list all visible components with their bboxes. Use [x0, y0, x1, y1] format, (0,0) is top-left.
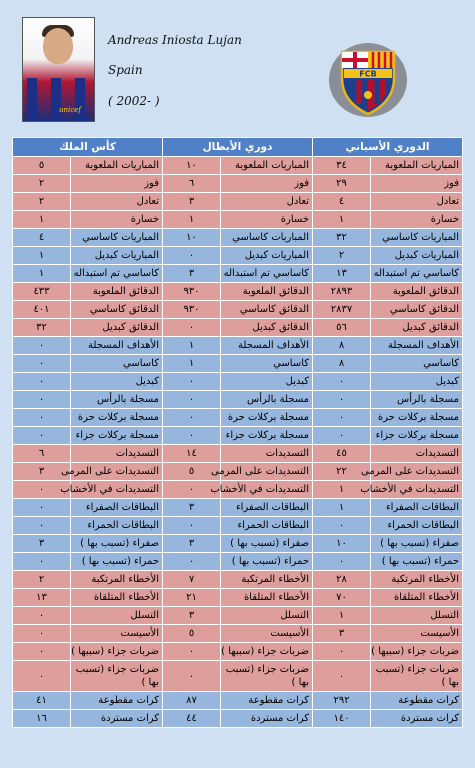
- table-row: [13, 481, 463, 499]
- table-row: [13, 445, 463, 463]
- stat-value: ١٤: [163, 445, 221, 463]
- stat-label: كرات مستردة: [221, 710, 313, 728]
- stat-label: ضربات جزاء (تسبب بها ): [71, 661, 163, 692]
- stat-value: ١: [313, 211, 371, 229]
- table-row: [13, 301, 463, 319]
- stat-label: كرات مقطوعة: [221, 692, 313, 710]
- stat-label: كرات مقطوعة: [71, 692, 163, 710]
- stat-label: الأخطاء المتلقاة: [221, 589, 313, 607]
- stat-value: ١: [163, 355, 221, 373]
- stat-label: مسجلة بالرأس: [71, 391, 163, 409]
- stat-value: ١: [163, 211, 221, 229]
- stat-value: ٧٠: [313, 589, 371, 607]
- table-row: [13, 517, 463, 535]
- stat-value: ٠: [13, 409, 71, 427]
- stats-table: [12, 137, 463, 728]
- stat-value: ١٣: [313, 265, 371, 283]
- stat-label: الأخطاء المتلقاة: [71, 589, 163, 607]
- stat-label: الدقائق كاساسي: [221, 301, 313, 319]
- table-row: [13, 247, 463, 265]
- stat-label: التسلل: [371, 607, 463, 625]
- table-row: [13, 607, 463, 625]
- stat-label: المباريات كاساسي: [371, 229, 463, 247]
- stat-label: ضربات جزاء (سببها ): [221, 643, 313, 661]
- stat-value: ١: [13, 265, 71, 283]
- stat-value: ٣: [163, 265, 221, 283]
- stat-value: ٣٢: [313, 229, 371, 247]
- stat-value: ٣: [163, 535, 221, 553]
- stat-label: فوز: [221, 175, 313, 193]
- table-row: [13, 499, 463, 517]
- stat-label: الدقائق كبديل: [71, 319, 163, 337]
- stat-label: مسجلة بركلات جزاء: [71, 427, 163, 445]
- stat-value: ٨: [313, 355, 371, 373]
- stat-label: التسديدات في الأخشاب: [71, 481, 163, 499]
- player-country: Spain: [108, 63, 143, 77]
- stat-label: كبديل: [71, 373, 163, 391]
- stat-label: الأسيست: [71, 625, 163, 643]
- table-row: [13, 355, 463, 373]
- stat-label: الأخطاء المرتكبة: [221, 571, 313, 589]
- kit-sponsor-text: unicef: [59, 106, 81, 114]
- stat-label: كبديل: [371, 373, 463, 391]
- stat-label: كاساسي: [371, 355, 463, 373]
- table-row: [13, 211, 463, 229]
- stat-value: ٠: [313, 643, 371, 661]
- stat-value: ٠: [313, 373, 371, 391]
- stat-label: الأخطاء المرتكبة: [371, 571, 463, 589]
- stat-value: ١٠: [163, 229, 221, 247]
- stat-value: ٠: [313, 409, 371, 427]
- stat-value: ١: [313, 481, 371, 499]
- stat-label: المباريات كاساسي: [71, 229, 163, 247]
- table-row: [13, 265, 463, 283]
- stat-label: مسجلة بركلات حرة: [221, 409, 313, 427]
- stat-value: ٠: [163, 319, 221, 337]
- stat-value: ٢: [13, 175, 71, 193]
- stat-value: ٢٩٢: [313, 692, 371, 710]
- stat-label: الدقائق الملعوبة: [71, 283, 163, 301]
- stat-label: خسارة: [221, 211, 313, 229]
- stat-value: ٠: [13, 427, 71, 445]
- stat-value: ٠: [13, 643, 71, 661]
- stat-label: المباريات الملعوبة: [221, 157, 313, 175]
- stat-label: الأخطاء المتلقاة: [371, 589, 463, 607]
- stat-value: ٥: [163, 625, 221, 643]
- stat-label: كبديل: [221, 373, 313, 391]
- stat-value: ٠: [163, 427, 221, 445]
- stat-value: ٥٦: [313, 319, 371, 337]
- stat-value: ٣٢: [13, 319, 71, 337]
- table-row: [13, 553, 463, 571]
- stat-label: البطاقات الحمراء: [221, 517, 313, 535]
- stat-value: ٥: [13, 157, 71, 175]
- stat-label: التسديدات في الأخشاب: [371, 481, 463, 499]
- stat-value: ٠: [13, 517, 71, 535]
- stat-label: تعادل: [371, 193, 463, 211]
- col-header-la-liga: الدوري الأسباني: [313, 138, 463, 157]
- stat-label: التسلل: [221, 607, 313, 625]
- stat-label: صفراء (تسبب بها ): [71, 535, 163, 553]
- stat-label: فوز: [371, 175, 463, 193]
- profile-header: [0, 0, 475, 135]
- player-photo: [22, 17, 95, 122]
- stat-value: ٢٨٩٣: [313, 283, 371, 301]
- table-row: [13, 535, 463, 553]
- stat-value: ٣: [13, 463, 71, 481]
- stat-label: تعادل: [221, 193, 313, 211]
- stat-label: المباريات الملعوبة: [371, 157, 463, 175]
- table-row: [13, 427, 463, 445]
- stat-value: ٥: [163, 463, 221, 481]
- stat-label: الدقائق الملعوبة: [221, 283, 313, 301]
- stat-label: المباريات الملعوبة: [71, 157, 163, 175]
- stat-value: ٠: [13, 553, 71, 571]
- stat-label: صفراء (تسبب بها ): [371, 535, 463, 553]
- stat-value: ٢٩: [313, 175, 371, 193]
- stat-label: مسجلة بركلات جزاء: [221, 427, 313, 445]
- table-row: [13, 373, 463, 391]
- table-row: [13, 409, 463, 427]
- col-header-champions-league: دوري الأبطال: [163, 138, 313, 157]
- stat-label: الدقائق كاساسي: [371, 301, 463, 319]
- stat-value: ٤: [13, 229, 71, 247]
- stat-label: كاساسي: [71, 355, 163, 373]
- stat-value: ٠: [13, 625, 71, 643]
- table-row: [13, 710, 463, 728]
- stat-label: الأسيست: [221, 625, 313, 643]
- stat-value: ٤٥: [313, 445, 371, 463]
- stat-value: ٠: [13, 373, 71, 391]
- stat-value: ٠: [163, 409, 221, 427]
- stat-value: ٠: [163, 553, 221, 571]
- stat-label: الدقائق كبديل: [371, 319, 463, 337]
- stat-value: ٦: [13, 445, 71, 463]
- stat-value: ٠: [13, 337, 71, 355]
- stat-value: ٠: [13, 355, 71, 373]
- table-row: [13, 661, 463, 692]
- stat-value: ٠: [13, 499, 71, 517]
- stat-label: التسديدات على المرمى: [221, 463, 313, 481]
- stat-value: ٢: [13, 571, 71, 589]
- stat-value: ٠: [163, 247, 221, 265]
- stat-value: ١٦: [13, 710, 71, 728]
- stat-value: ٣: [163, 193, 221, 211]
- table-row: [13, 157, 463, 175]
- stat-value: ٠: [313, 661, 371, 692]
- stat-label: حمراء (تسبب بها ): [71, 553, 163, 571]
- table-row: [13, 283, 463, 301]
- stat-label: الأهداف المسجلة: [221, 337, 313, 355]
- stat-value: ٠: [313, 517, 371, 535]
- stat-label: المباريات كبديل: [221, 247, 313, 265]
- stat-value: ٠: [163, 643, 221, 661]
- stat-value: ٠: [313, 391, 371, 409]
- stat-label: حمراء (تسبب بها ): [221, 553, 313, 571]
- stat-label: صفراء (تسبب بها ): [221, 535, 313, 553]
- stat-label: كرات مستردة: [371, 710, 463, 728]
- stat-label: الدقائق كاساسي: [71, 301, 163, 319]
- stat-label: كاساسي تم استبداله: [71, 265, 163, 283]
- table-row: [13, 337, 463, 355]
- stat-label: البطاقات الصفراء: [71, 499, 163, 517]
- stat-label: مسجلة بركلات حرة: [371, 409, 463, 427]
- crest-text: FCB: [359, 69, 377, 79]
- stat-value: ١: [313, 499, 371, 517]
- stat-label: التسديدات: [371, 445, 463, 463]
- stat-value: ٠: [163, 391, 221, 409]
- stat-label: ضربات جزاء (تسبب بها ): [221, 661, 313, 692]
- table-row: [13, 319, 463, 337]
- table-row: [13, 229, 463, 247]
- stat-label: التسديدات على المرمى: [371, 463, 463, 481]
- table-row: [13, 692, 463, 710]
- stat-value: ٢٨: [313, 571, 371, 589]
- stat-value: ٣٤: [313, 157, 371, 175]
- table-row: [13, 643, 463, 661]
- stat-value: ١: [313, 607, 371, 625]
- stat-value: ٣: [13, 535, 71, 553]
- stat-label: ضربات جزاء (تسبب بها ): [371, 661, 463, 692]
- stat-label: ضربات جزاء (سببها ): [71, 643, 163, 661]
- stat-label: الدقائق الملعوبة: [371, 283, 463, 301]
- stat-value: ٦: [163, 175, 221, 193]
- stat-value: ١٠: [163, 157, 221, 175]
- stat-value: ٠: [163, 517, 221, 535]
- col-header-kings-cup: كأس الملك: [13, 138, 163, 157]
- stat-value: ٣: [163, 607, 221, 625]
- stat-value: ٨: [313, 337, 371, 355]
- stat-label: المباريات كبديل: [371, 247, 463, 265]
- stat-label: التسلل: [71, 607, 163, 625]
- stat-label: التسديدات في الأخشاب: [221, 481, 313, 499]
- stat-label: خسارة: [371, 211, 463, 229]
- stat-value: ٧: [163, 571, 221, 589]
- table-row: [13, 391, 463, 409]
- stat-label: تعادل: [71, 193, 163, 211]
- stat-label: مسجلة بالرأس: [221, 391, 313, 409]
- table-row: [13, 589, 463, 607]
- stat-value: ٢: [313, 247, 371, 265]
- stat-value: ٠: [163, 661, 221, 692]
- stat-value: ٠: [163, 481, 221, 499]
- stats-body: [13, 157, 463, 728]
- stat-label: التسديدات: [71, 445, 163, 463]
- stat-label: المباريات كبديل: [71, 247, 163, 265]
- stat-value: ٠: [13, 661, 71, 692]
- stat-value: ٠: [313, 553, 371, 571]
- stat-value: ٣: [163, 499, 221, 517]
- table-row: [13, 175, 463, 193]
- stat-label: كرات مقطوعة: [371, 692, 463, 710]
- stat-label: خسارة: [71, 211, 163, 229]
- stat-value: ٢١: [163, 589, 221, 607]
- table-row: [13, 571, 463, 589]
- table-row: [13, 463, 463, 481]
- stat-value: ٤٣٣: [13, 283, 71, 301]
- stat-value: ٩٣٠: [163, 301, 221, 319]
- table-header-row: [13, 138, 463, 157]
- stat-label: مسجلة بركلات جزاء: [371, 427, 463, 445]
- stat-label: الأسيست: [371, 625, 463, 643]
- stat-value: ٤٤: [163, 710, 221, 728]
- fcb-crest-logo: [328, 38, 408, 118]
- stat-label: كاساسي تم استبداله: [221, 265, 313, 283]
- stat-value: ١: [163, 337, 221, 355]
- stat-label: مسجلة بالرأس: [371, 391, 463, 409]
- stat-value: ٢: [13, 193, 71, 211]
- player-name: Andreas Iniosta Lujan: [108, 33, 242, 47]
- stat-label: الأهداف المسجلة: [71, 337, 163, 355]
- stat-label: البطاقات الحمراء: [371, 517, 463, 535]
- stat-value: ٠: [13, 481, 71, 499]
- stat-label: البطاقات الصفراء: [371, 499, 463, 517]
- stat-value: ١: [13, 247, 71, 265]
- stat-label: مسجلة بركلات حرة: [71, 409, 163, 427]
- stat-value: ٠: [13, 607, 71, 625]
- table-row: [13, 193, 463, 211]
- stat-value: ٤٠١: [13, 301, 71, 319]
- stat-label: كاساسي: [221, 355, 313, 373]
- stat-value: ١٣: [13, 589, 71, 607]
- stat-value: ٩٣٠: [163, 283, 221, 301]
- stat-label: فوز: [71, 175, 163, 193]
- stat-label: حمراء (تسبب بها ): [371, 553, 463, 571]
- stat-value: ٠: [163, 373, 221, 391]
- stat-value: ٢٨٣٧: [313, 301, 371, 319]
- stat-value: ٤: [313, 193, 371, 211]
- stat-value: ١٠: [313, 535, 371, 553]
- stat-value: ٠: [13, 391, 71, 409]
- stat-value: ٠: [313, 427, 371, 445]
- stat-label: الأخطاء المرتكبة: [71, 571, 163, 589]
- stat-value: ١: [13, 211, 71, 229]
- stat-label: المباريات كاساسي: [221, 229, 313, 247]
- stat-value: ٤١: [13, 692, 71, 710]
- table-row: [13, 625, 463, 643]
- stat-label: البطاقات الصفراء: [221, 499, 313, 517]
- stat-label: ضربات جزاء (سببها ): [371, 643, 463, 661]
- stat-label: البطاقات الحمراء: [71, 517, 163, 535]
- stat-label: كاساسي تم استبداله: [371, 265, 463, 283]
- player-years: ( 2002- ): [108, 94, 160, 108]
- stat-value: ٢٢: [313, 463, 371, 481]
- stat-label: التسديدات: [221, 445, 313, 463]
- stat-label: الأهداف المسجلة: [371, 337, 463, 355]
- stat-label: الدقائق كبديل: [221, 319, 313, 337]
- stat-label: التسديدات على المرمى: [71, 463, 163, 481]
- stat-value: ٣: [313, 625, 371, 643]
- stat-value: ٨٧: [163, 692, 221, 710]
- stat-value: ١٤٠: [313, 710, 371, 728]
- stat-label: كرات مستردة: [71, 710, 163, 728]
